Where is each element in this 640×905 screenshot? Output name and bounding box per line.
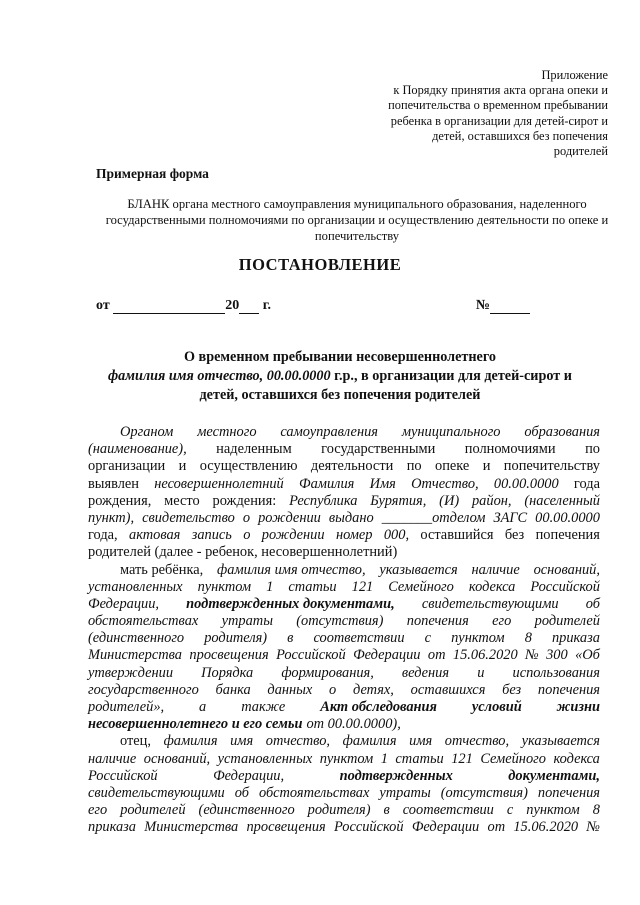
word: № bbox=[525, 647, 539, 664]
word: (отсутствия) bbox=[440, 784, 528, 801]
text-line bbox=[88, 785, 600, 802]
word: фамилия имя отчество, bbox=[217, 561, 366, 578]
text-line bbox=[88, 476, 600, 493]
text-line bbox=[88, 527, 600, 544]
word: кодекса bbox=[468, 578, 516, 595]
word: родителей bbox=[120, 802, 186, 819]
word: образования bbox=[524, 424, 600, 440]
word: Министерства bbox=[144, 819, 239, 836]
word: детях, bbox=[352, 681, 394, 698]
word: формирования, bbox=[281, 664, 374, 681]
document-title: ПОСТАНОВЛЕНИЕ bbox=[238, 255, 402, 274]
word: указывается bbox=[521, 733, 600, 750]
word: попечения bbox=[406, 613, 469, 630]
word: об bbox=[234, 784, 250, 801]
word: отчество, bbox=[265, 733, 331, 750]
word: свидетельствующими bbox=[88, 784, 225, 801]
word: о bbox=[242, 509, 251, 526]
appendix-line: ребенка в организации для детей-сирот и bbox=[390, 113, 608, 128]
text-line bbox=[88, 819, 600, 836]
word: пунктом bbox=[197, 578, 252, 595]
text-line bbox=[88, 510, 600, 527]
word: документами, bbox=[508, 767, 600, 784]
word: фамилия bbox=[342, 733, 397, 750]
word: оснований, bbox=[533, 561, 600, 578]
word: попечительству bbox=[503, 458, 600, 475]
number-field bbox=[476, 298, 530, 314]
appendix-line: к Порядку принятия акта органа опеки и bbox=[393, 83, 608, 98]
word: 8 bbox=[592, 802, 600, 819]
text-line bbox=[88, 613, 600, 630]
word: от bbox=[427, 647, 446, 664]
word: рождения: bbox=[212, 492, 277, 509]
year-suffix: г. bbox=[262, 298, 271, 313]
form-label: Примерная форма bbox=[96, 166, 209, 181]
word: 00.00.0000 bbox=[535, 509, 600, 526]
word: об bbox=[585, 595, 600, 612]
word: 15.06.2020 bbox=[452, 647, 518, 664]
word: Фамилия bbox=[299, 475, 355, 492]
word: Федерации, bbox=[213, 767, 285, 784]
word: (единственного bbox=[198, 802, 295, 819]
word: Российской bbox=[333, 819, 404, 836]
word: соответствии bbox=[313, 630, 405, 647]
text-line bbox=[88, 596, 600, 613]
word: банка bbox=[215, 681, 251, 698]
word: 300 bbox=[546, 647, 568, 664]
word: данных bbox=[267, 681, 313, 698]
word: по bbox=[406, 458, 422, 475]
word: родителей», bbox=[88, 699, 165, 715]
text-line bbox=[88, 493, 600, 510]
word: отчество, bbox=[444, 733, 510, 750]
word: кодекса bbox=[553, 750, 600, 767]
word: с bbox=[506, 802, 514, 819]
word: государственного bbox=[88, 681, 199, 698]
word: 121 bbox=[451, 750, 473, 767]
subject-line-2 bbox=[80, 367, 600, 386]
text-line bbox=[88, 802, 600, 819]
word: просвещения bbox=[246, 819, 326, 836]
year-blank bbox=[239, 313, 259, 314]
word: муниципального bbox=[401, 424, 501, 440]
word: выдано bbox=[328, 509, 374, 526]
word: отец, bbox=[120, 733, 151, 750]
word: Федерации, bbox=[88, 595, 160, 612]
word: имя bbox=[409, 733, 433, 750]
word: наличие bbox=[88, 750, 137, 767]
text-line bbox=[88, 544, 600, 561]
text-line bbox=[88, 441, 600, 458]
word: _______отделом bbox=[381, 509, 486, 526]
word: 8 bbox=[524, 630, 532, 647]
word: его bbox=[492, 613, 512, 630]
text-line bbox=[88, 458, 600, 475]
word: рождении bbox=[258, 509, 321, 526]
text-line bbox=[88, 647, 600, 664]
date-blank bbox=[113, 313, 225, 314]
word: имя bbox=[230, 733, 254, 750]
word: от 00.00.0000), bbox=[306, 716, 401, 733]
word: Министерства bbox=[88, 647, 183, 664]
word: утраты bbox=[379, 784, 431, 801]
word: просвещения bbox=[189, 647, 269, 664]
text-line bbox=[88, 424, 600, 441]
word: номер bbox=[335, 527, 373, 544]
word: Российской bbox=[530, 578, 600, 595]
subject-line-2-rest: г.р., в организации для детей-сирот и bbox=[330, 368, 572, 384]
word: несовершеннолетнего и его семьи bbox=[88, 716, 303, 733]
word: Российской bbox=[276, 647, 346, 664]
word: указывается bbox=[379, 561, 458, 578]
word: рождения, bbox=[88, 492, 152, 509]
word: от bbox=[487, 819, 506, 836]
word: 00.00.0000 bbox=[493, 475, 559, 492]
word: а bbox=[199, 699, 207, 715]
word: место bbox=[164, 492, 200, 509]
word: установленных bbox=[217, 750, 313, 767]
word: 121 bbox=[351, 578, 374, 595]
word: (единственного bbox=[88, 630, 185, 647]
text-line bbox=[88, 562, 600, 579]
word: осуществлению bbox=[199, 458, 298, 475]
word: Федерации bbox=[411, 819, 480, 836]
word: Бурятия, bbox=[370, 492, 427, 509]
word: государственными bbox=[321, 441, 436, 458]
word: Акт обследования bbox=[320, 699, 437, 715]
word: рождении bbox=[261, 527, 325, 544]
subject-heading bbox=[80, 348, 600, 405]
word: попечения bbox=[537, 784, 600, 801]
word: жизни bbox=[556, 699, 600, 715]
text-line bbox=[88, 733, 600, 750]
word: ЗАГС bbox=[493, 509, 528, 526]
word: утраты bbox=[221, 613, 273, 630]
word: (отсутствия) bbox=[296, 613, 384, 630]
word: обстоятельствах bbox=[88, 613, 199, 630]
word: Республика bbox=[289, 492, 358, 509]
word: в bbox=[287, 630, 294, 647]
blank-line: БЛАНК органа местного самоуправления муниципального образования, наделенного bbox=[127, 197, 587, 211]
word: оставшийся bbox=[420, 527, 494, 544]
word: родителя) bbox=[307, 802, 371, 819]
word: «Об bbox=[575, 647, 600, 664]
text-line bbox=[88, 630, 600, 647]
resolution-body bbox=[88, 424, 600, 837]
word: и bbox=[178, 458, 187, 475]
word: несовершеннолетний bbox=[154, 475, 284, 492]
word: и bbox=[477, 664, 485, 681]
word: организации bbox=[88, 458, 166, 475]
number-blank bbox=[490, 313, 530, 314]
word: соответствии bbox=[402, 802, 494, 819]
word: Порядка bbox=[201, 664, 254, 681]
subject-name-placeholder: фамилия имя отчество, 00.00.0000 bbox=[108, 368, 331, 384]
word: приказа bbox=[88, 819, 136, 836]
word: родителей bbox=[534, 613, 600, 630]
word: опеке bbox=[435, 458, 470, 475]
word: попечения bbox=[535, 527, 600, 544]
word: пунктом bbox=[526, 802, 580, 819]
word: Имя bbox=[369, 475, 396, 492]
word: по bbox=[585, 441, 600, 458]
text-line bbox=[88, 579, 600, 596]
word: 15.06.2020 bbox=[513, 819, 579, 836]
word: наделенным bbox=[216, 441, 292, 458]
number-label: № bbox=[475, 298, 490, 313]
text-line bbox=[88, 716, 600, 733]
word: года, bbox=[88, 527, 118, 544]
word: ведения bbox=[401, 664, 450, 681]
word: Отчество, bbox=[411, 475, 479, 492]
word: самоуправления bbox=[280, 424, 378, 440]
word: без bbox=[502, 681, 522, 698]
word: Федерации bbox=[353, 647, 421, 664]
word: Органом bbox=[120, 424, 174, 440]
word: установленных bbox=[88, 578, 183, 595]
text-line bbox=[88, 665, 600, 682]
word: (И) bbox=[439, 492, 460, 509]
word: деятельности bbox=[310, 458, 394, 475]
word: фамилия bbox=[163, 733, 218, 750]
appendix-line: Приложение bbox=[541, 68, 608, 82]
year-prefix: 20 bbox=[225, 298, 240, 313]
word: свидетельство bbox=[142, 509, 235, 526]
word: пунктом bbox=[451, 630, 505, 647]
word: также bbox=[241, 699, 286, 715]
word: о bbox=[329, 681, 337, 698]
text-line bbox=[88, 751, 600, 768]
blank-line: попечительству bbox=[314, 229, 400, 243]
word: использования bbox=[512, 664, 600, 681]
word: условий bbox=[471, 699, 522, 715]
word: выявлен bbox=[88, 475, 139, 492]
word: и bbox=[482, 458, 491, 475]
word: приказа bbox=[551, 630, 600, 647]
appendix-line: попечительства о временном пребывании bbox=[388, 98, 608, 113]
word: оставшихся bbox=[410, 681, 486, 698]
word: район, bbox=[471, 492, 512, 509]
word: 000, bbox=[383, 527, 410, 544]
word: 1 bbox=[266, 578, 274, 595]
word: без bbox=[504, 527, 525, 544]
word: актовая bbox=[129, 527, 181, 544]
text-line bbox=[88, 768, 600, 785]
word: № bbox=[586, 819, 600, 836]
word: родителя) bbox=[204, 630, 268, 647]
appendix-note bbox=[308, 68, 608, 159]
date-number-line bbox=[96, 298, 530, 320]
word: обстоятельствах bbox=[259, 784, 370, 801]
word: его bbox=[88, 802, 108, 819]
word: наличие bbox=[471, 561, 520, 578]
word: года bbox=[573, 475, 600, 492]
text-line bbox=[88, 699, 600, 716]
word: (населенный bbox=[524, 492, 600, 509]
word: подтвержденных bbox=[339, 767, 453, 784]
word: с bbox=[424, 630, 432, 647]
date-field bbox=[96, 298, 271, 314]
subject-line-3: детей, оставшихся без попечения родителей bbox=[199, 387, 481, 403]
blank-line: государственными полномочиями по организации и осуществлению деятельности по опеке и bbox=[105, 213, 609, 227]
word: попечения bbox=[537, 681, 600, 698]
appendix-line: детей, оставшихся без попечения bbox=[432, 128, 608, 143]
date-from-label: от bbox=[96, 298, 110, 313]
word: Семейного bbox=[388, 578, 454, 595]
word: запись bbox=[191, 527, 232, 544]
word: родителей (далее - ребенок, несовершеннолетний) bbox=[88, 544, 398, 561]
appendix-line: родителей bbox=[553, 144, 608, 159]
word: мать ребёнка, bbox=[120, 561, 204, 578]
word: Российской bbox=[88, 767, 158, 784]
word: подтвержденных документами, bbox=[186, 595, 395, 612]
word: 1 bbox=[380, 750, 388, 767]
word: Семейного bbox=[480, 750, 546, 767]
word: о bbox=[243, 527, 251, 544]
word: (наименование), bbox=[88, 441, 187, 458]
word: полномочиями bbox=[464, 441, 556, 458]
word: оснований, bbox=[143, 750, 211, 767]
word: свидетельствующими bbox=[421, 595, 559, 612]
word: пунктом bbox=[319, 750, 374, 767]
text-line bbox=[88, 682, 600, 699]
word: пункт), bbox=[88, 509, 135, 526]
letterhead-blank bbox=[90, 196, 624, 244]
word: утверждении bbox=[88, 664, 174, 681]
subject-line-1: О временном пребывании несовершеннолетнего bbox=[183, 349, 497, 365]
word: статьи bbox=[395, 750, 444, 767]
word: местного bbox=[197, 424, 257, 440]
word: в bbox=[383, 802, 390, 819]
word: статьи bbox=[288, 578, 337, 595]
